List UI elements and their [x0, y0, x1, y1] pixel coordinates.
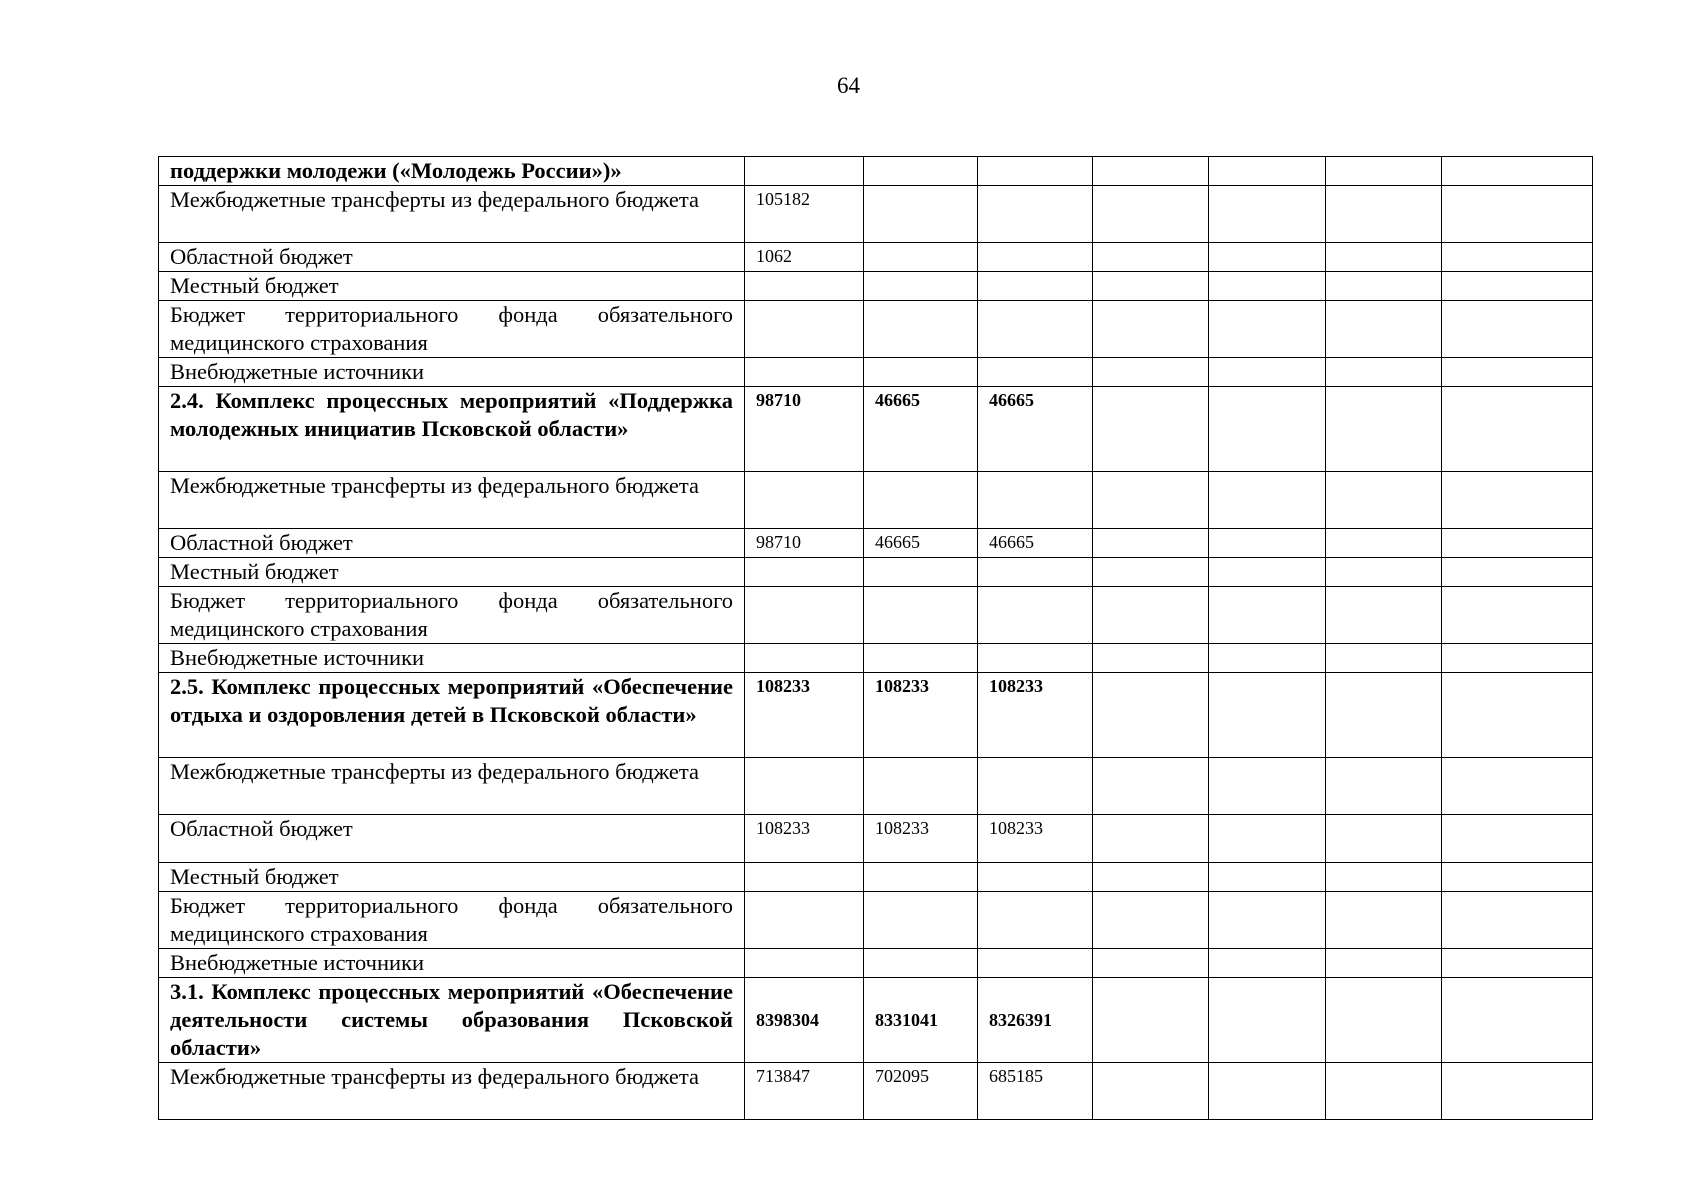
value-cell — [1442, 301, 1593, 358]
row-label: Внебюджетные источники — [159, 644, 745, 673]
value-cell — [864, 949, 978, 978]
value-cell: 46665 — [864, 529, 978, 558]
value-cell — [864, 587, 978, 644]
budget-table — [158, 156, 1593, 1120]
value-cell — [864, 157, 978, 186]
value-cell: 8326391 — [978, 978, 1093, 1063]
value-cell — [1209, 157, 1326, 186]
table-row — [159, 186, 1593, 243]
row-label: Бюджет территориального фонда обязательного медицинского страхования — [159, 587, 745, 644]
value-cell — [1093, 272, 1209, 301]
table-row — [159, 758, 1593, 815]
value-cell — [1093, 758, 1209, 815]
value-cell — [1442, 587, 1593, 644]
page-number: 64 — [837, 73, 860, 98]
value-cell — [1209, 815, 1326, 863]
value-cell — [745, 863, 864, 892]
value-cell — [1442, 1063, 1593, 1120]
value-cell — [745, 301, 864, 358]
value-cell — [864, 892, 978, 949]
value-cell — [745, 892, 864, 949]
value-cell — [1326, 815, 1442, 863]
table-row — [159, 529, 1593, 558]
row-label: Областной бюджет — [159, 529, 745, 558]
value-cell — [864, 186, 978, 243]
value-cell: 105182 — [745, 186, 864, 243]
value-cell — [1442, 758, 1593, 815]
row-label: Межбюджетные трансферты из федерального бюджета — [159, 472, 745, 529]
value-cell: 108233 — [745, 815, 864, 863]
value-cell: 108233 — [745, 673, 864, 758]
value-cell: 98710 — [745, 529, 864, 558]
row-label: 3.1. Комплекс процессных мероприятий «Обеспечение деятельности системы образования Псковской области» — [159, 978, 745, 1063]
value-cell — [864, 272, 978, 301]
value-cell — [1326, 186, 1442, 243]
value-cell — [1209, 358, 1326, 387]
value-cell — [1442, 243, 1593, 272]
value-cell — [1442, 387, 1593, 472]
value-cell — [1442, 863, 1593, 892]
value-cell — [1442, 157, 1593, 186]
value-cell — [978, 272, 1093, 301]
value-cell — [1326, 978, 1442, 1063]
value-cell — [978, 472, 1093, 529]
value-cell — [1326, 358, 1442, 387]
value-cell — [745, 558, 864, 587]
value-cell — [1209, 949, 1326, 978]
value-cell — [745, 157, 864, 186]
value-cell — [1093, 587, 1209, 644]
value-cell — [1326, 758, 1442, 815]
value-cell — [978, 644, 1093, 673]
value-cell: 108233 — [978, 815, 1093, 863]
section-row — [159, 387, 1593, 472]
value-cell — [1442, 529, 1593, 558]
table-row — [159, 587, 1593, 644]
value-cell — [1442, 949, 1593, 978]
value-cell — [1442, 978, 1593, 1063]
value-cell — [1209, 892, 1326, 949]
row-label: Областной бюджет — [159, 815, 745, 863]
value-cell — [1326, 301, 1442, 358]
row-label: Областной бюджет — [159, 243, 745, 272]
value-cell — [864, 558, 978, 587]
row-label: Местный бюджет — [159, 272, 745, 301]
table-row — [159, 815, 1593, 863]
value-cell — [1326, 673, 1442, 758]
value-cell: 8398304 — [745, 978, 864, 1063]
table-row — [159, 272, 1593, 301]
value-cell — [1093, 892, 1209, 949]
table-row — [159, 301, 1593, 358]
table-row — [159, 863, 1593, 892]
value-cell — [1093, 644, 1209, 673]
value-cell — [1209, 863, 1326, 892]
value-cell — [1209, 558, 1326, 587]
value-cell — [864, 758, 978, 815]
table-row — [159, 558, 1593, 587]
value-cell: 46665 — [864, 387, 978, 472]
table-row — [159, 949, 1593, 978]
table-row — [159, 892, 1593, 949]
value-cell — [1442, 472, 1593, 529]
value-cell — [1093, 949, 1209, 978]
value-cell — [745, 758, 864, 815]
table-row — [159, 358, 1593, 387]
value-cell — [864, 358, 978, 387]
value-cell — [864, 472, 978, 529]
value-cell — [1209, 758, 1326, 815]
value-cell — [864, 301, 978, 358]
value-cell — [978, 587, 1093, 644]
value-cell — [978, 558, 1093, 587]
value-cell — [1326, 949, 1442, 978]
value-cell — [978, 157, 1093, 186]
value-cell — [745, 272, 864, 301]
table-row — [159, 644, 1593, 673]
section-row — [159, 157, 1593, 186]
value-cell — [1209, 272, 1326, 301]
value-cell — [1326, 587, 1442, 644]
value-cell — [1093, 978, 1209, 1063]
row-label: Бюджет территориального фонда обязательного медицинского страхования — [159, 892, 745, 949]
value-cell — [745, 358, 864, 387]
row-label: 2.4. Комплекс процессных мероприятий «Поддержка молодежных инициатив Псковской области» — [159, 387, 745, 472]
value-cell — [1326, 558, 1442, 587]
table-row — [159, 472, 1593, 529]
value-cell — [1442, 892, 1593, 949]
row-label: поддержки молодежи («Молодежь России»)» — [159, 157, 745, 186]
value-cell: 108233 — [978, 673, 1093, 758]
value-cell — [1093, 186, 1209, 243]
table-row — [159, 1063, 1593, 1120]
value-cell — [1209, 301, 1326, 358]
value-cell: 8331041 — [864, 978, 978, 1063]
value-cell — [1093, 301, 1209, 358]
value-cell — [1093, 529, 1209, 558]
value-cell — [1093, 358, 1209, 387]
section-row — [159, 673, 1593, 758]
value-cell — [1209, 673, 1326, 758]
value-cell — [1442, 673, 1593, 758]
value-cell — [978, 949, 1093, 978]
value-cell — [1442, 558, 1593, 587]
value-cell — [1326, 1063, 1442, 1120]
value-cell — [1209, 186, 1326, 243]
value-cell — [1209, 978, 1326, 1063]
value-cell — [864, 243, 978, 272]
value-cell — [1209, 587, 1326, 644]
value-cell — [864, 863, 978, 892]
value-cell — [1093, 1063, 1209, 1120]
value-cell — [1326, 272, 1442, 301]
value-cell — [978, 301, 1093, 358]
value-cell — [1326, 472, 1442, 529]
value-cell: 685185 — [978, 1063, 1093, 1120]
value-cell — [1326, 243, 1442, 272]
value-cell — [978, 863, 1093, 892]
value-cell — [1093, 673, 1209, 758]
value-cell — [1442, 644, 1593, 673]
row-label: Бюджет территориального фонда обязательного медицинского страхования — [159, 301, 745, 358]
value-cell — [1093, 472, 1209, 529]
value-cell — [1093, 387, 1209, 472]
value-cell — [1326, 644, 1442, 673]
row-label: 2.5. Комплекс процессных мероприятий «Обеспечение отдыха и оздоровления детей в Псковской области» — [159, 673, 745, 758]
value-cell: 1062 — [745, 243, 864, 272]
value-cell — [1442, 358, 1593, 387]
value-cell — [1442, 272, 1593, 301]
value-cell — [1209, 387, 1326, 472]
value-cell — [1442, 815, 1593, 863]
value-cell: 46665 — [978, 529, 1093, 558]
section-row — [159, 978, 1593, 1063]
value-cell — [1209, 644, 1326, 673]
value-cell — [745, 644, 864, 673]
row-label: Внебюджетные источники — [159, 949, 745, 978]
value-cell — [1326, 387, 1442, 472]
value-cell: 713847 — [745, 1063, 864, 1120]
value-cell — [978, 243, 1093, 272]
value-cell — [864, 644, 978, 673]
row-label: Местный бюджет — [159, 558, 745, 587]
value-cell — [1093, 815, 1209, 863]
value-cell — [978, 892, 1093, 949]
value-cell — [978, 358, 1093, 387]
value-cell — [1326, 892, 1442, 949]
value-cell — [745, 472, 864, 529]
value-cell — [1093, 558, 1209, 587]
value-cell — [1093, 157, 1209, 186]
value-cell — [1209, 1063, 1326, 1120]
value-cell — [1209, 529, 1326, 558]
table-row — [159, 243, 1593, 272]
value-cell: 108233 — [864, 673, 978, 758]
value-cell — [1209, 243, 1326, 272]
value-cell: 702095 — [864, 1063, 978, 1120]
value-cell — [745, 949, 864, 978]
value-cell: 108233 — [864, 815, 978, 863]
value-cell — [978, 186, 1093, 243]
row-label: Межбюджетные трансферты из федерального бюджета — [159, 758, 745, 815]
value-cell: 98710 — [745, 387, 864, 472]
value-cell — [978, 758, 1093, 815]
value-cell — [745, 587, 864, 644]
row-label: Межбюджетные трансферты из федерального бюджета — [159, 186, 745, 243]
value-cell — [1093, 863, 1209, 892]
value-cell — [1326, 863, 1442, 892]
value-cell — [1209, 472, 1326, 529]
row-label: Внебюджетные источники — [159, 358, 745, 387]
value-cell — [1326, 157, 1442, 186]
row-label: Межбюджетные трансферты из федерального бюджета — [159, 1063, 745, 1120]
value-cell — [1442, 186, 1593, 243]
value-cell — [1326, 529, 1442, 558]
value-cell — [1093, 243, 1209, 272]
row-label: Местный бюджет — [159, 863, 745, 892]
value-cell: 46665 — [978, 387, 1093, 472]
